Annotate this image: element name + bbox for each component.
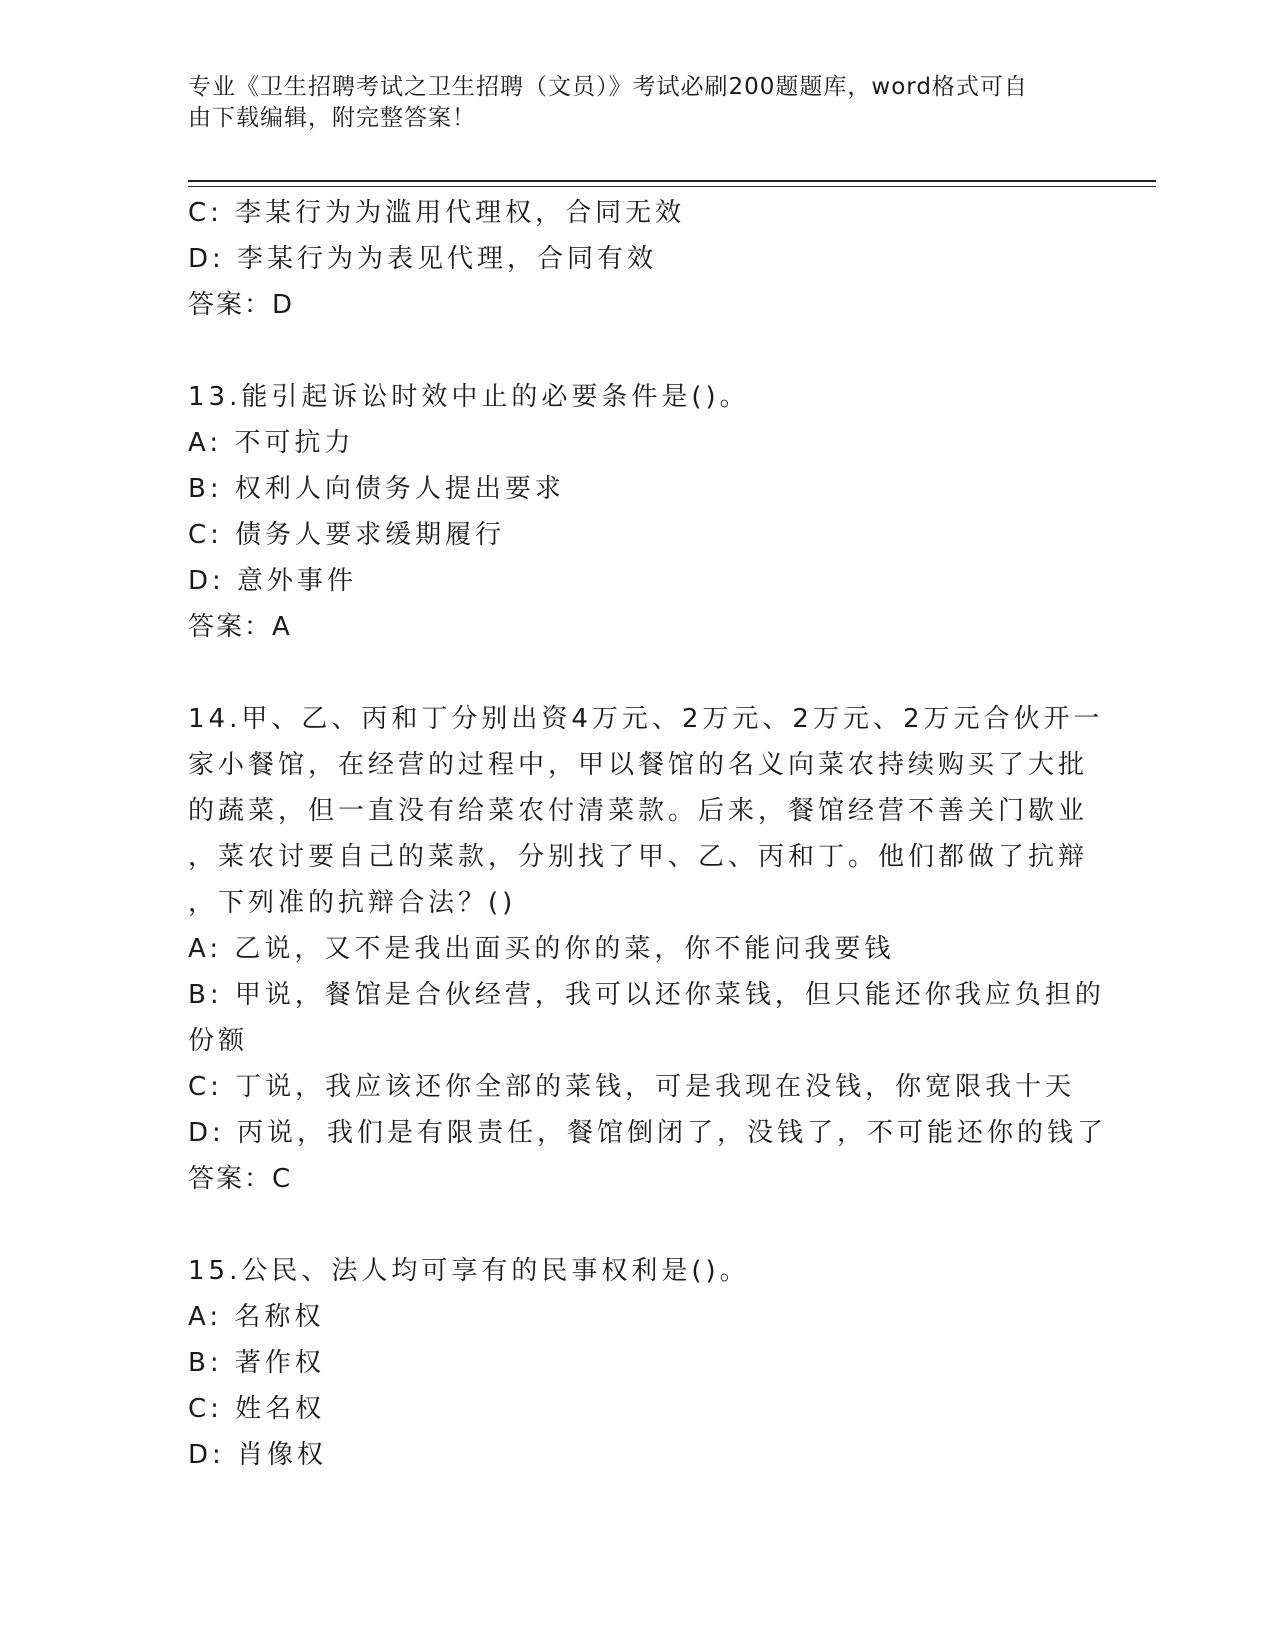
option-d: D: 丙说，我们是有限责任，餐馆倒闭了，没钱了，不可能还你的钱了: [188, 1118, 1108, 1148]
header-line-2: 由下载编辑，附完整答案！: [188, 105, 476, 131]
question-stem-line: 的蔬菜，但一直没有给菜农付清菜款。后来，餐馆经营不善关门歇业: [188, 796, 1089, 826]
document-header: [188, 72, 1068, 134]
option-a: A: 名称权: [188, 1302, 325, 1332]
option-b: B: 著作权: [188, 1348, 325, 1378]
question-stem-line: 14.甲、乙、丙和丁分别出资4万元、2万元、2万元、2万元合伙开一: [188, 704, 1104, 734]
option-b: B: 甲说，餐馆是合伙经营，我可以还你菜钱，但只能还你我应负担的: [188, 980, 1105, 1010]
question-stem: 15.公民、法人均可享有的民事权利是()。: [188, 1256, 750, 1286]
question-stem-line: 家小餐馆，在经营的过程中，甲以餐馆的名义向菜农持续购买了大批: [188, 750, 1089, 780]
option-c: C: 债务人要求缓期履行: [188, 520, 506, 550]
question-12-tail: [188, 190, 1088, 328]
question-list: [188, 190, 1108, 1478]
header-divider-thin: [188, 186, 1156, 187]
answer-line: 答案：D: [188, 290, 295, 320]
option-a: A: 不可抗力: [188, 428, 355, 458]
option-b-continuation: 份额: [188, 1026, 249, 1056]
option-c: C: 李某行为为滥用代理权，合同无效: [188, 198, 686, 228]
question-stem-line: ，菜农讨要自己的菜款，分别找了甲、乙、丙和丁。他们都做了抗辩: [188, 842, 1089, 872]
question-stem: 13.能引起诉讼时效中止的必要条件是()。: [188, 382, 750, 412]
option-c: C: 丁说，我应该还你全部的菜钱，可是我现在没钱，你宽限我十天: [188, 1072, 1076, 1102]
answer-line: 答案：A: [188, 612, 292, 642]
option-b: B: 权利人向债务人提出要求: [188, 474, 565, 504]
answer-line: 答案：C: [188, 1164, 293, 1194]
spacer: [188, 328, 1088, 374]
option-a: A: 乙说，又不是我出面买的你的菜，你不能问我要钱: [188, 934, 895, 964]
question-stem-line: ，下列准的抗辩合法？(): [188, 888, 517, 918]
option-d: D: 肖像权: [188, 1440, 328, 1470]
spacer: [188, 650, 1088, 696]
header-divider-thick: [188, 180, 1156, 182]
option-d: D: 意外事件: [188, 566, 358, 596]
question-14: [188, 696, 1108, 1202]
option-c: C: 姓名权: [188, 1394, 326, 1424]
option-d: D: 李某行为为表见代理，合同有效: [188, 244, 658, 274]
question-15: [188, 1248, 1088, 1478]
spacer: [188, 1202, 1088, 1248]
question-13: [188, 374, 1088, 650]
header-line-1: 专业《卫生招聘考试之卫生招聘（文员）》考试必刷200题题库，word格式可自: [188, 74, 1028, 100]
